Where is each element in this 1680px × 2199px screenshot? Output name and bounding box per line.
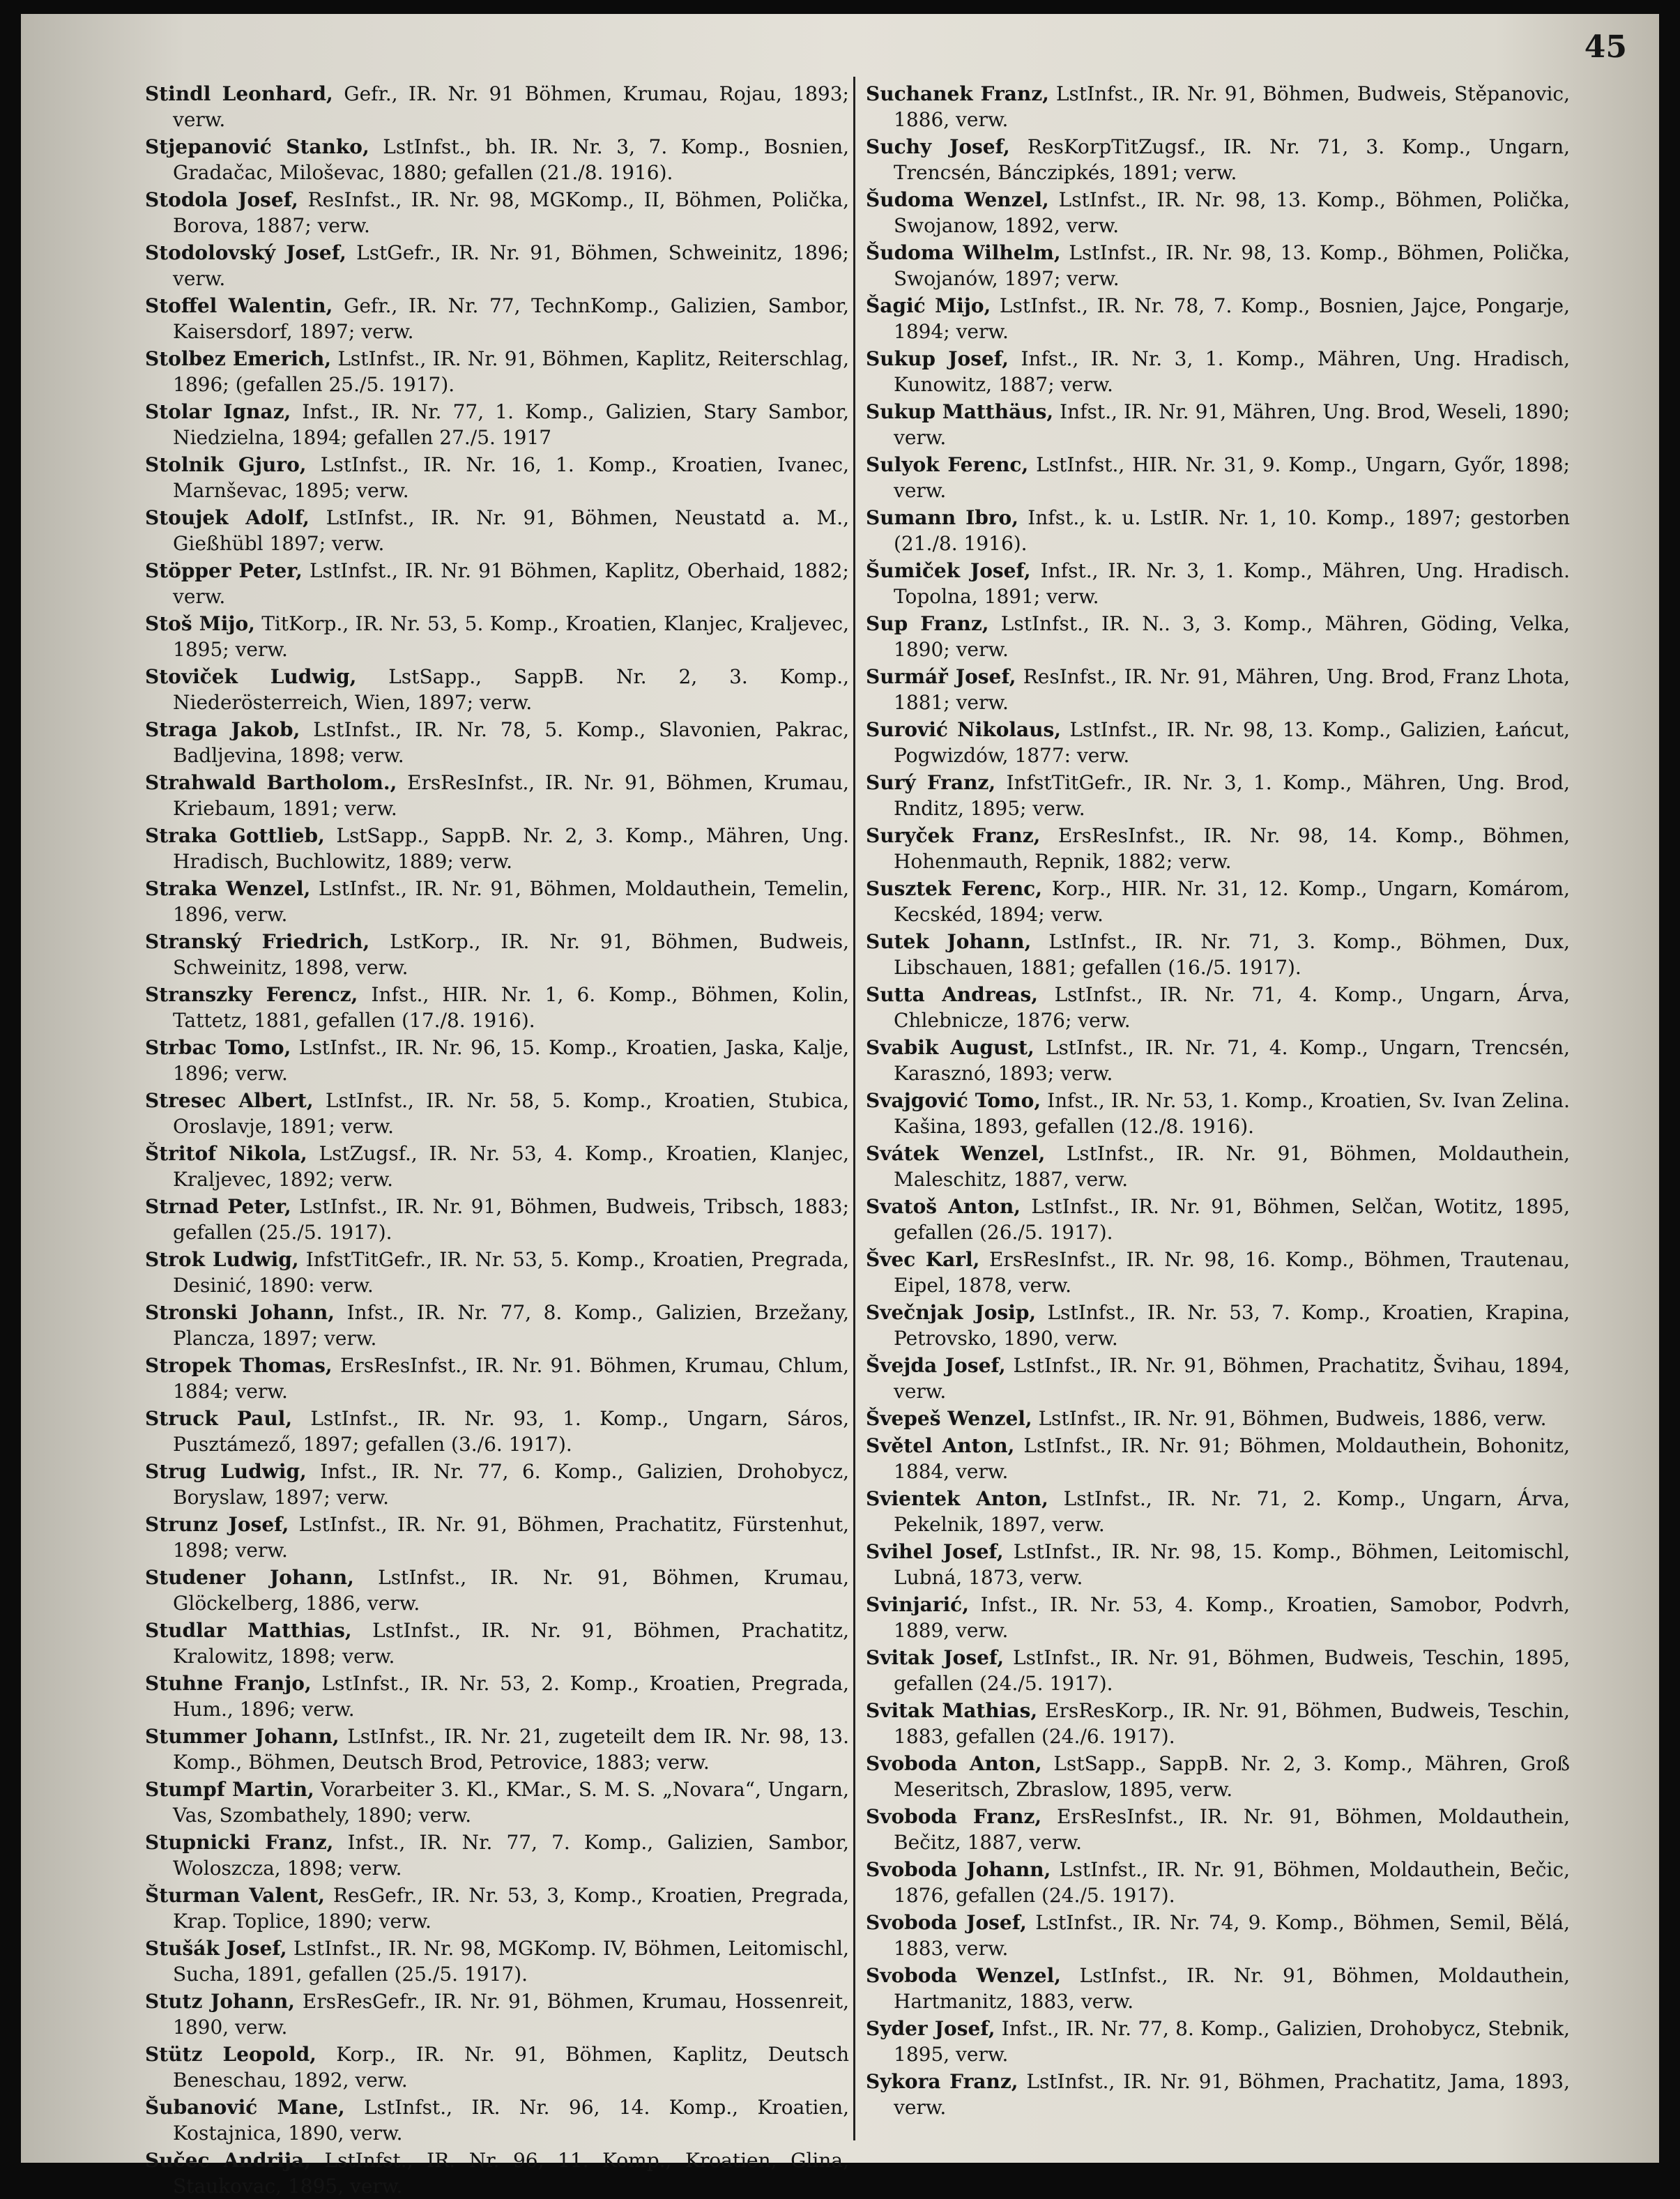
casualty-entry — [866, 1247, 1570, 1298]
casualty-entry — [866, 717, 1570, 768]
entry-details: Vorarbeiter 3. Kl., KMar., S. M. S. „Novara“, Ungarn, Vas, Szombathely, 1890; verw. — [173, 1778, 849, 1827]
casualty-entry — [145, 1194, 849, 1245]
casualty-entry — [145, 982, 849, 1033]
entry-name: Šudoma Wilhelm, — [866, 241, 1061, 264]
entry-details: LstInfst., IR. Nr. 96, 11. Komp., Kroatien, Glina, Staukovac, 1895, verw. — [173, 2149, 849, 2198]
entry-name: Stoffel Walentin, — [145, 294, 333, 317]
entry-name: Surý Franz, — [866, 771, 996, 794]
entry-name: Sup Franz, — [866, 612, 989, 635]
entry-name: Suryček Franz, — [866, 824, 1041, 847]
entry-details: ErsResGefr., IR. Nr. 91, Böhmen, Krumau, Hossenreit, 1890, verw. — [173, 1990, 850, 2039]
entry-details: LstInfst., bh. IR. Nr. 3, 7. Komp., Bosnien, Gradačac, Miloševac, 1880; gefallen (21./8. 1916). — [173, 135, 850, 184]
entry-details: LstInfst., IR. Nr. 91, Böhmen, Neustatd a. M., Gießhübl 1897; verw. — [173, 506, 850, 555]
entry-details: Gefr., IR. Nr. 77, TechnKomp., Galizien, Sambor, Kaisersdorf, 1897; verw. — [173, 294, 849, 343]
entry-name: Strahwald Bartholom., — [145, 771, 397, 794]
casualty-entry — [145, 134, 849, 185]
entry-name: Stoviček Ludwig, — [145, 665, 357, 688]
casualty-entry — [145, 2147, 849, 2199]
casualty-entry — [145, 452, 849, 503]
casualty-entry — [145, 240, 849, 291]
entry-details: LstInfst., IR. Nr. 71, 4. Komp., Ungarn, Trencsén, Karasznó, 1893; verw. — [894, 1036, 1570, 1085]
entry-name: Svihel Josef, — [866, 1540, 1004, 1563]
entry-name: Sučec Andrija, — [145, 2149, 311, 2172]
entry-name: Šubanović Mane, — [145, 2096, 345, 2119]
entry-details: LstInfst., IR. Nr. 16, 1. Komp., Kroatien, Ivanec, Marnševac, 1895; verw. — [173, 453, 850, 502]
casualty-entry — [866, 823, 1570, 874]
scanned-page — [21, 14, 1659, 2198]
casualty-entry — [145, 1724, 849, 1775]
casualty-entry — [866, 1194, 1570, 1245]
casualty-entry — [145, 1406, 849, 1457]
entry-details: LstSapp., SappB. Nr. 2, 3. Komp., Niederösterreich, Wien, 1897; verw. — [173, 665, 849, 714]
entry-name: Straka Gottlieb, — [145, 824, 325, 847]
entry-details: LstInfst., IR. Nr. 98, 13. Komp., Galizien, Łańcut, Pogwizdów, 1877: verw. — [894, 718, 1570, 767]
casualty-entry — [866, 1804, 1570, 1855]
entry-name: Sutta Andreas, — [866, 983, 1038, 1006]
entry-name: Sukup Josef, — [866, 347, 1009, 370]
entry-name: Světel Anton, — [866, 1434, 1015, 1457]
casualty-entry — [866, 1486, 1570, 1537]
casualty-entry — [145, 2041, 849, 2093]
casualty-entry — [145, 187, 849, 238]
entry-details: LstSapp., SappB. Nr. 2, 3. Komp., Mähren, Groß Meseritsch, Zbraslow, 1895, verw. — [894, 1752, 1571, 1801]
entry-details: LstInfst., IR. Nr. 91, Böhmen, Moldauthein, Maleschitz, 1887, verw. — [894, 1142, 1570, 1191]
casualty-entry — [866, 452, 1570, 503]
entry-details: LstInfst., IR. Nr. 91, Böhmen, Moldauthein, Temelin, 1896, verw. — [173, 877, 850, 926]
entry-details: LstInfst., IR. Nr. 96, 14. Komp., Kroatien, Kostajnica, 1890, verw. — [173, 2096, 850, 2145]
entry-details: LstInfst., IR. Nr. 78, 7. Komp., Bosnien, Jajce, Pongarje, 1894; verw. — [894, 294, 1571, 343]
casualty-entry — [145, 770, 849, 821]
entry-details: LstZugsf., IR. Nr. 53, 4. Komp., Kroatien, Klanjec, Kraljevec, 1892; verw. — [173, 1142, 849, 1191]
casualty-entry — [866, 81, 1570, 132]
entry-details: InfstTitGefr., IR. Nr. 3, 1. Komp., Mähren, Ung. Brod, Rnditz, 1895; verw. — [894, 771, 1570, 820]
right-column — [866, 81, 1570, 2159]
casualty-entry — [145, 2094, 849, 2146]
casualty-entry — [866, 240, 1570, 291]
casualty-entry — [866, 1406, 1570, 1431]
casualty-entry — [866, 982, 1570, 1033]
entry-details: LstInfst., IR. Nr. 74, 9. Komp., Böhmen, Semil, Bělá, 1883, verw. — [894, 1911, 1570, 1960]
entry-details: LstInfst., IR. Nr. 91, Böhmen, Budweis, Teschin, 1895, gefallen (24./5. 1917). — [894, 1646, 1571, 1695]
entry-details: Infst., IR. Nr. 77, 6. Komp., Galizien, Drohobycz, Boryslaw, 1897; verw. — [173, 1460, 849, 1509]
entry-name: Stuhne Franjo, — [145, 1672, 312, 1695]
casualty-entry — [866, 1353, 1570, 1404]
entry-name: Svientek Anton, — [866, 1487, 1048, 1510]
casualty-entry — [145, 1776, 849, 1828]
entry-name: Surmář Josef, — [866, 665, 1016, 688]
entry-name: Stronski Johann, — [145, 1301, 335, 1324]
entry-details: LstInfst., IR. Nr. 91; Böhmen, Moldauthein, Bohonitz, 1884, verw. — [894, 1434, 1570, 1483]
casualty-entry — [145, 399, 849, 450]
casualty-entry — [145, 717, 849, 768]
entry-details: LstInfst., HIR. Nr. 31, 9. Komp., Ungarn, Győr, 1898; verw. — [894, 453, 1570, 502]
casualty-entry — [866, 664, 1570, 715]
entry-details: ResGefr., IR. Nr. 53, 3, Komp., Kroatien, Pregrada, Krap. Toplice, 1890; verw. — [173, 1884, 849, 1933]
casualty-entry — [866, 558, 1570, 609]
entry-details: LstInfst., IR. Nr. 91, Böhmen, Krumau, Glöckelberg, 1886, verw. — [173, 1566, 849, 1615]
entry-details: TitKorp., IR. Nr. 53, 5. Komp., Kroatien, Klanjec, Kraljevec, 1895; verw. — [173, 612, 850, 661]
entry-name: Šagić Mijo, — [866, 294, 991, 317]
entry-name: Štritof Nikola, — [145, 1142, 307, 1165]
casualty-entry — [145, 1988, 849, 2040]
entry-details: LstInfst., IR. Nr. 78, 5. Komp., Slavonien, Pakrac, Badljevina, 1898; verw. — [173, 718, 850, 767]
entry-details: Gefr., IR. Nr. 91 Böhmen, Krumau, Rojau, 1893; verw. — [173, 82, 849, 131]
entry-name: Stjepanović Stanko, — [145, 135, 369, 158]
entry-name: Šudoma Wenzel, — [866, 188, 1049, 211]
entry-name: Stupnicki Franz, — [145, 1831, 334, 1854]
entry-details: LstInfst., IR. Nr. 91, Böhmen, Prachatitz, Švihau, 1894, verw. — [894, 1354, 1570, 1403]
entry-name: Strbac Tomo, — [145, 1036, 291, 1059]
entry-details: LstInfst., IR. Nr. 98, 13. Komp., Böhmen, Polička, Swojanow, 1892, verw. — [894, 188, 1570, 237]
entry-name: Svoboda Johann, — [866, 1858, 1051, 1881]
casualty-entry — [866, 1857, 1570, 1908]
entry-details: LstInfst., IR. Nr. 91, Böhmen, Budweis, Tribsch, 1883; gefallen (25./5. 1917). — [173, 1195, 849, 1244]
entry-details: ResInfst., IR. Nr. 91, Mähren, Ung. Brod, Franz Lhota, 1881; verw. — [894, 665, 1571, 714]
entry-name: Studener Johann, — [145, 1566, 354, 1589]
entry-name: Straka Wenzel, — [145, 877, 311, 900]
entry-details: LstInfst., IR. Nr. 53, 7. Komp., Kroatien, Krapina, Petrovsko, 1890, verw. — [894, 1301, 1570, 1350]
entry-name: Šumiček Josef, — [866, 559, 1031, 582]
entry-name: Šturman Valent, — [145, 1884, 325, 1907]
entry-details: LstInfst., IR. Nr. 98, 13. Komp., Böhmen, Polička, Swojanów, 1897; verw. — [894, 241, 1570, 290]
casualty-entry — [866, 505, 1570, 556]
entry-name: Struck Paul, — [145, 1407, 293, 1430]
casualty-entry — [866, 1698, 1570, 1749]
entry-details: LstInfst., IR. Nr. 71, 2. Komp., Ungarn, Árva, Pekelnik, 1897, verw. — [894, 1487, 1571, 1536]
entry-name: Sutek Johann, — [866, 930, 1032, 953]
casualty-entry — [866, 611, 1570, 662]
entry-details: Korp., HIR. Nr. 31, 12. Komp., Ungarn, Komárom, Kecskéd, 1894; verw. — [894, 877, 1570, 926]
entry-details: LstGefr., IR. Nr. 91, Böhmen, Schweinitz, 1896; verw. — [173, 241, 849, 290]
entry-name: Stušák Josef, — [145, 1937, 287, 1960]
entry-name: Straga Jakob, — [145, 718, 300, 741]
casualty-entry — [145, 1353, 849, 1404]
casualty-entry — [866, 1751, 1570, 1802]
casualty-entry — [866, 399, 1570, 450]
casualty-entry — [866, 1963, 1570, 2014]
column-divider — [853, 77, 855, 2140]
entry-details: Infst., IR. Nr. 53, 4. Komp., Kroatien, Samobor, Podvrh, 1889, verw. — [894, 1593, 1570, 1642]
casualty-entry — [145, 1459, 849, 1510]
casualty-entry — [145, 505, 849, 556]
casualty-entry — [866, 1910, 1570, 1961]
entry-details: Infst., IR. Nr. 3, 1. Komp., Mähren, Ung. Hradisch. Topolna, 1891; verw. — [894, 559, 1570, 608]
entry-name: Stodolovský Josef, — [145, 241, 346, 264]
casualty-entry — [145, 823, 849, 874]
casualty-entry — [866, 770, 1570, 821]
entry-name: Stoš Mijo, — [145, 612, 255, 635]
entry-name: Stresec Albert, — [145, 1089, 314, 1112]
entry-name: Svoboda Anton, — [866, 1752, 1042, 1775]
casualty-entry — [145, 1247, 849, 1298]
entry-name: Stolbez Emerich, — [145, 347, 332, 370]
casualty-entry — [145, 1088, 849, 1139]
entry-name: Stranszky Ferencz, — [145, 983, 358, 1006]
entry-details: LstInfst., IR. Nr. 93, 1. Komp., Ungarn, Sáros, Pusztámező, 1897; gefallen (3./6. 1917). — [173, 1407, 849, 1456]
entry-details: Infst., IR. Nr. 77, 7. Komp., Galizien, Sambor, Woloszcza, 1898; verw. — [173, 1831, 849, 1880]
entry-details: LstInfst., IR. Nr. 71, 4. Komp., Ungarn, Árva, Chlebnicze, 1876; verw. — [894, 983, 1570, 1032]
entry-name: Strunz Josef, — [145, 1513, 289, 1536]
casualty-entry — [866, 929, 1570, 980]
casualty-entry — [866, 1141, 1570, 1192]
entry-name: Sumann Ibro, — [866, 506, 1018, 529]
entry-name: Svabik August, — [866, 1036, 1034, 1059]
entry-details: LstInfst., IR. N.. 3, 3. Komp., Mähren, Göding, Velka, 1890; verw. — [894, 612, 1570, 661]
entry-name: Sukup Matthäus, — [866, 400, 1054, 423]
entry-details: ErsResKorp., IR. Nr. 91, Böhmen, Budweis, Teschin, 1883, gefallen (24./6. 1917). — [894, 1699, 1570, 1748]
casualty-entry — [145, 1882, 849, 1934]
entry-name: Sykora Franz, — [866, 2070, 1018, 2093]
casualty-entry — [866, 1645, 1570, 1696]
entry-name: Stolar Ignaz, — [145, 400, 291, 423]
entry-details: ErsResInfst., IR. Nr. 98, 14. Komp., Böhmen, Hohenmauth, Repnik, 1882; verw. — [894, 824, 1570, 873]
entry-name: Sulyok Ferenc, — [866, 453, 1029, 476]
entry-name: Svitak Mathias, — [866, 1699, 1038, 1722]
entry-name: Strnad Peter, — [145, 1195, 291, 1218]
entry-name: Svitak Josef, — [866, 1646, 1005, 1669]
entry-name: Strok Ludwig, — [145, 1248, 299, 1271]
entry-details: LstInfst., IR. Nr. 91, Böhmen, Budweis, 1886, verw. — [1038, 1407, 1547, 1430]
entry-name: Švejda Josef, — [866, 1354, 1006, 1377]
entry-name: Stummer Johann, — [145, 1725, 339, 1748]
entry-name: Stutz Johann, — [145, 1990, 295, 2013]
casualty-entry — [866, 293, 1570, 344]
entry-name: Švec Karl, — [866, 1248, 980, 1271]
entry-name: Svatoš Anton, — [866, 1195, 1021, 1218]
casualty-entry — [866, 1433, 1570, 1484]
casualty-entry — [866, 134, 1570, 185]
casualty-entry — [145, 1141, 849, 1192]
entry-details: Korp., IR. Nr. 91, Böhmen, Kaplitz, Deutsch Beneschau, 1892, verw. — [173, 2043, 849, 2092]
casualty-entry — [145, 558, 849, 609]
casualty-entry — [145, 1300, 849, 1351]
casualty-entry — [145, 1512, 849, 1563]
entry-name: Stranský Friedrich, — [145, 930, 370, 953]
entry-name: Svinjarić, — [866, 1593, 969, 1616]
casualty-entry — [145, 1035, 849, 1086]
entry-details: ErsResInfst., IR. Nr. 91, Böhmen, Krumau, Kriebaum, 1891; verw. — [173, 771, 850, 820]
casualty-entry — [866, 1300, 1570, 1351]
entry-name: Syder Josef, — [866, 2017, 995, 2040]
casualty-entry — [145, 293, 849, 344]
entry-name: Švepeš Wenzel, — [866, 1407, 1032, 1430]
entry-details: Infst., HIR. Nr. 1, 6. Komp., Böhmen, Kolin, Tattetz, 1881, gefallen (17./8. 1916). — [173, 983, 849, 1032]
casualty-entry — [145, 929, 849, 980]
casualty-entry — [145, 1618, 849, 1669]
casualty-entry — [866, 187, 1570, 238]
entry-name: Stropek Thomas, — [145, 1354, 333, 1377]
entry-details: LstInfst., IR. Nr. 71, 3. Komp., Böhmen, Dux, Libschauen, 1881; gefallen (16./5. 1917). — [894, 930, 1570, 979]
entry-details: InfstTitGefr., IR. Nr. 53, 5. Komp., Kroatien, Pregrada, Desinić, 1890: verw. — [173, 1248, 849, 1297]
entry-details: LstInfst., IR. Nr. 91 Böhmen, Kaplitz, Oberhaid, 1882; verw. — [173, 559, 849, 608]
entry-details: LstInfst., IR. Nr. 91, Böhmen, Moldauthein, Bečic, 1876, gefallen (24./5. 1917). — [894, 1858, 1570, 1907]
entry-name: Svečnjak Josip, — [866, 1301, 1037, 1324]
entry-details: Infst., IR. Nr. 53, 1. Komp., Kroatien, Sv. Ivan Zelina. Kašina, 1893, gefallen (12./8. 1916). — [894, 1089, 1570, 1138]
entry-name: Suchanek Franz, — [866, 82, 1049, 105]
entry-details: LstInfst., IR. Nr. 91, Böhmen, Moldauthein, Hartmanitz, 1883, verw. — [894, 1964, 1570, 2013]
entry-name: Suchy Josef, — [866, 135, 1010, 158]
casualty-entry — [145, 346, 849, 397]
left-column — [145, 81, 850, 2198]
entry-details: LstInfst., IR. Nr. 21, zugeteilt dem IR. Nr. 98, 13. Komp., Böhmen, Deutsch Brod, Petrovice, 1883; verw. — [173, 1725, 849, 1774]
entry-details: ErsResInfst., IR. Nr. 98, 16. Komp., Böhmen, Trautenau, Eipel, 1878, verw. — [894, 1248, 1571, 1297]
entry-name: Stolnik Gjuro, — [145, 453, 307, 476]
entry-details: ResInfst., IR. Nr. 98, MGKomp., II, Böhmen, Polička, Borova, 1887; verw. — [173, 188, 850, 237]
casualty-entry — [866, 1539, 1570, 1590]
entry-details: LstKorp., IR. Nr. 91, Böhmen, Budweis, Schweinitz, 1898, verw. — [173, 930, 849, 979]
entry-name: Svoboda Franz, — [866, 1805, 1042, 1828]
casualty-entry — [866, 1035, 1570, 1086]
entry-name: Strug Ludwig, — [145, 1460, 307, 1483]
entry-name: Susztek Ferenc, — [866, 877, 1042, 900]
entry-name: Stindl Leonhard, — [145, 82, 333, 105]
entry-name: Svoboda Wenzel, — [866, 1964, 1061, 1987]
casualty-entry — [866, 2069, 1570, 2120]
casualty-entry — [866, 2016, 1570, 2067]
casualty-entry — [866, 1088, 1570, 1139]
casualty-entry — [866, 346, 1570, 397]
entry-details: LstInfst., IR. Nr. 91, Böhmen, Budweis, Stěpanovic, 1886, verw. — [894, 82, 1571, 131]
casualty-entry — [145, 1935, 849, 1987]
entry-details: LstSapp., SappB. Nr. 2, 3. Komp., Mähren, Ung. Hradisch, Buchlowitz, 1889; verw. — [173, 824, 850, 873]
entry-details: Infst., IR. Nr. 77, 1. Komp., Galizien, Stary Sambor, Niedzielna, 1894; gefallen 27./5. 1917 — [173, 400, 849, 449]
entry-name: Svoboda Josef, — [866, 1911, 1027, 1934]
entry-details: ResKorpTitZugsf., IR. Nr. 71, 3. Komp., Ungarn, Trencsén, Bánczipkés, 1891; verw. — [894, 135, 1571, 184]
casualty-entry — [145, 664, 849, 715]
entry-name: Stodola Josef, — [145, 188, 298, 211]
page-number: 45 — [1584, 29, 1627, 65]
casualty-entry — [145, 876, 849, 927]
casualty-entry — [145, 1829, 849, 1881]
casualty-entry — [145, 81, 849, 132]
casualty-entry — [145, 611, 849, 662]
entry-details: LstInfst., IR. Nr. 53, 2. Komp., Kroatien, Pregrada, Hum., 1896; verw. — [173, 1672, 850, 1721]
entry-details: Infst., IR. Nr. 3, 1. Komp., Mähren, Ung. Hradisch, Kunowitz, 1887; verw. — [894, 347, 1570, 396]
entry-details: LstInfst., IR. Nr. 58, 5. Komp., Kroatien, Stubica, Oroslavje, 1891; verw. — [173, 1089, 849, 1138]
entry-name: Stoujek Adolf, — [145, 506, 310, 529]
entry-details: ErsResInfst., IR. Nr. 91. Böhmen, Krumau, Chlum, 1884; verw. — [173, 1354, 849, 1403]
entry-name: Svátek Wenzel, — [866, 1142, 1046, 1165]
entry-details: Infst., IR. Nr. 77, 8. Komp., Galizien, Brzežany, Plancza, 1897; verw. — [173, 1301, 850, 1350]
entry-name: Stöpper Peter, — [145, 559, 303, 582]
entry-details: LstInfst., IR. Nr. 98, MGKomp. IV, Böhmen, Leitomischl, Sucha, 1891, gefallen (25./5. 1917). — [173, 1937, 849, 1986]
entry-details: Infst., IR. Nr. 77, 8. Komp., Galizien, Drohobycz, Stebnik, 1895, verw. — [894, 2017, 1571, 2066]
entry-details: LstInfst., IR. Nr. 96, 15. Komp., Kroatien, Jaska, Kalje, 1896; verw. — [173, 1036, 849, 1085]
entry-details: Infst., k. u. LstIR. Nr. 1, 10. Komp., 1897; gestorben (21./8. 1916). — [894, 506, 1571, 555]
entry-name: Stütz Leopold, — [145, 2043, 316, 2066]
entry-details: LstInfst., IR. Nr. 91, Böhmen, Prachatitz, Jama, 1893, verw. — [894, 2070, 1570, 2119]
entry-details: Infst., IR. Nr. 91, Mähren, Ung. Brod, Weseli, 1890; verw. — [894, 400, 1570, 449]
entry-details: LstInfst., IR. Nr. 91, Böhmen, Prachatitz, Fürstenhut, 1898; verw. — [173, 1513, 849, 1562]
entry-details: LstInfst., IR. Nr. 98, 15. Komp., Böhmen, Leitomischl, Lubná, 1873, verw. — [894, 1540, 1570, 1589]
casualty-entry — [866, 876, 1570, 927]
entry-name: Surović Nikolaus, — [866, 718, 1062, 741]
entry-name: Stumpf Martin, — [145, 1778, 314, 1801]
casualty-entry — [145, 1565, 849, 1616]
entry-details: LstInfst., IR. Nr. 91, Böhmen, Kaplitz, Reiterschlag, 1896; (gefallen 25./5. 1917). — [173, 347, 849, 396]
entry-details: LstInfst., IR. Nr. 91, Böhmen, Selčan, Wotitz, 1895, gefallen (26./5. 1917). — [894, 1195, 1570, 1244]
casualty-entry — [145, 1671, 849, 1722]
entry-name: Svajgović Tomo, — [866, 1089, 1041, 1112]
entry-details: LstInfst., IR. Nr. 91, Böhmen, Prachatitz, Kralowitz, 1898; verw. — [173, 1619, 849, 1668]
casualty-entry — [866, 1592, 1570, 1643]
entry-name: Studlar Matthias, — [145, 1619, 352, 1642]
entry-details: ErsResInfst., IR. Nr. 91, Böhmen, Moldauthein, Bečitz, 1887, verw. — [894, 1805, 1570, 1854]
